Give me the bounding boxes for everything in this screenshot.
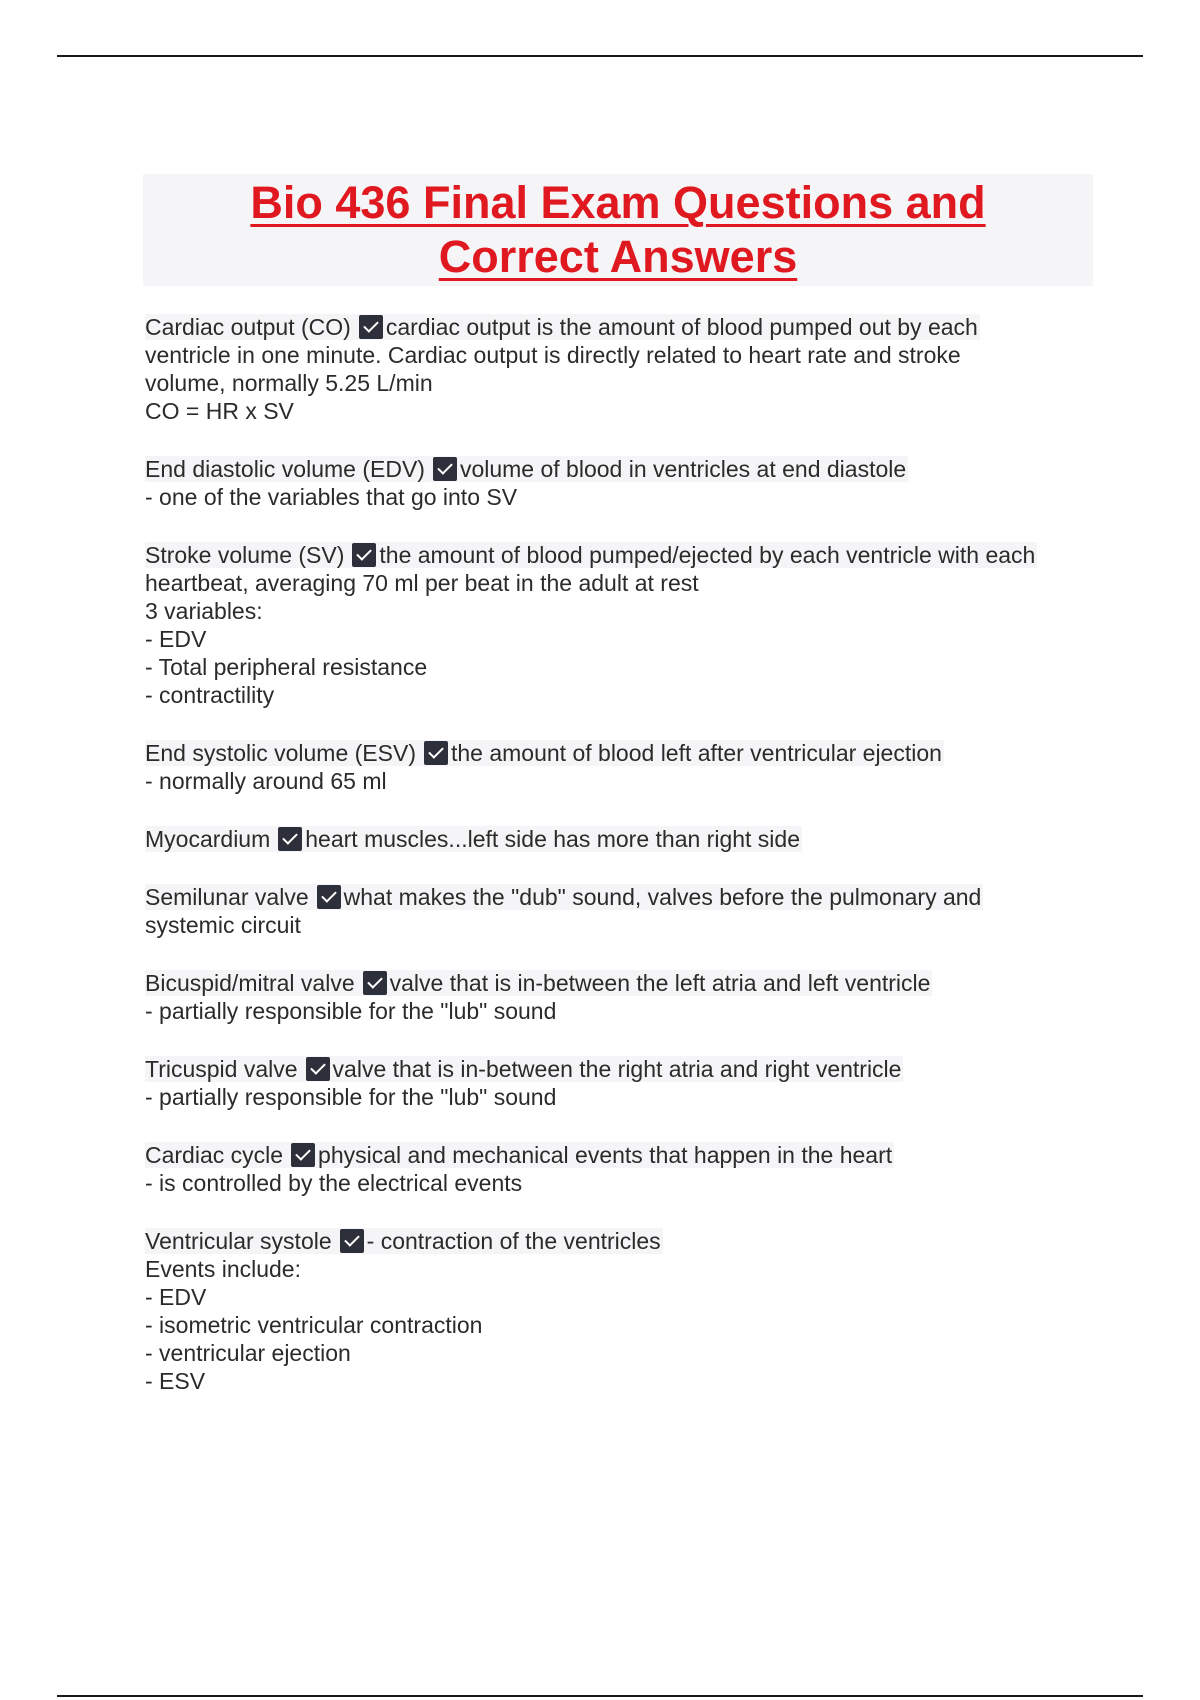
answer-line: heartbeat, averaging 70 ml per beat in the adult at rest xyxy=(145,570,699,596)
question-answer: heart muscles...left side has more than right side xyxy=(305,826,801,852)
answer-line: - Total peripheral resistance xyxy=(145,654,428,680)
question-answer: the amount of blood pumped/ejected by each ventricle with each xyxy=(379,542,1036,568)
answer-line: - EDV xyxy=(145,1284,207,1310)
answer-line: 3 variables: xyxy=(145,598,263,624)
question-item xyxy=(145,541,1105,709)
question-first-line xyxy=(145,313,1105,341)
answer-line: CO = HR x SV xyxy=(145,398,294,424)
checkmark-icon xyxy=(278,827,302,851)
question-answer: physical and mechanical events that happen in the heart xyxy=(318,1142,893,1168)
question-first-line xyxy=(145,969,1105,997)
question-highlight xyxy=(145,456,908,482)
checkmark-icon xyxy=(363,971,387,995)
checkmark-icon xyxy=(291,1143,315,1167)
question-highlight xyxy=(145,1056,903,1082)
answer-line: Events include: xyxy=(145,1256,301,1282)
question-answer: the amount of blood left after ventricular ejection xyxy=(450,740,942,766)
question-term: Tricuspid valve xyxy=(145,1056,298,1082)
question-first-line xyxy=(145,825,1105,853)
question-highlight xyxy=(145,1228,663,1254)
question-item xyxy=(145,1227,1105,1395)
checkmark-icon xyxy=(317,885,341,909)
question-term: End systolic volume (ESV) xyxy=(145,740,416,766)
checkmark-icon xyxy=(424,741,448,765)
title-line-1: Bio 436 Final Exam Questions and xyxy=(250,177,986,228)
question-first-line xyxy=(145,541,1105,569)
question-item xyxy=(145,455,1105,511)
question-first-line xyxy=(145,1141,1105,1169)
checkmark-icon xyxy=(433,457,457,481)
question-item xyxy=(145,969,1105,1025)
question-highlight xyxy=(145,970,932,996)
question-first-line xyxy=(145,883,1105,911)
question-answer: volume of blood in ventricles at end diastole xyxy=(459,456,907,482)
question-item xyxy=(145,1055,1105,1111)
answer-line: volume, normally 5.25 L/min xyxy=(145,370,433,396)
question-item xyxy=(145,739,1105,795)
header-rule xyxy=(57,55,1143,57)
question-item xyxy=(145,883,1105,939)
question-answer: cardiac output is the amount of blood pumped out by each xyxy=(385,314,978,340)
question-term: Cardiac cycle xyxy=(145,1142,284,1168)
question-answer: what makes the "dub" sound, valves before the pulmonary and xyxy=(343,884,982,910)
checkmark-icon xyxy=(352,543,376,567)
answer-line: - EDV xyxy=(145,626,207,652)
page-title xyxy=(143,176,1093,284)
answer-line: - isometric ventricular contraction xyxy=(145,1312,483,1338)
question-first-line xyxy=(145,1055,1105,1083)
question-highlight xyxy=(145,1142,894,1168)
footer-rule xyxy=(57,1695,1143,1697)
answer-line: - ESV xyxy=(145,1368,206,1394)
question-highlight xyxy=(145,314,980,340)
question-item xyxy=(145,825,1105,853)
answer-line: - partially responsible for the "lub" sound xyxy=(145,1084,557,1110)
question-first-line xyxy=(145,739,1105,767)
answer-line: - ventricular ejection xyxy=(145,1340,351,1366)
answer-line: - contractility xyxy=(145,682,275,708)
checkmark-icon xyxy=(359,315,383,339)
question-term: Stroke volume (SV) xyxy=(145,542,345,568)
question-term: Cardiac output (CO) xyxy=(145,314,351,340)
question-highlight xyxy=(145,740,944,766)
question-item xyxy=(145,1141,1105,1197)
question-term: End diastolic volume (EDV) xyxy=(145,456,425,482)
question-highlight xyxy=(145,542,1037,568)
question-first-line xyxy=(145,455,1105,483)
question-answer: - contraction of the ventricles xyxy=(366,1228,661,1254)
answer-line: - partially responsible for the "lub" sound xyxy=(145,998,557,1024)
question-highlight xyxy=(145,884,983,910)
question-list xyxy=(145,313,1105,1425)
answer-line: ventricle in one minute. Cardiac output is directly related to heart rate and stroke xyxy=(145,342,961,368)
question-item xyxy=(145,313,1105,425)
question-term: Myocardium xyxy=(145,826,271,852)
answer-line: systemic circuit xyxy=(145,912,301,938)
checkmark-icon xyxy=(306,1057,330,1081)
question-term: Bicuspid/mitral valve xyxy=(145,970,355,996)
question-answer: valve that is in-between the left atria and left ventricle xyxy=(389,970,931,996)
title-banner xyxy=(143,174,1093,286)
question-term: Ventricular systole xyxy=(145,1228,332,1254)
answer-line: - one of the variables that go into SV xyxy=(145,484,518,510)
checkmark-icon xyxy=(340,1229,364,1253)
answer-line: - is controlled by the electrical events xyxy=(145,1170,523,1196)
title-line-2: Correct Answers xyxy=(438,231,798,282)
question-answer: valve that is in-between the right atria and right ventricle xyxy=(332,1056,902,1082)
question-first-line xyxy=(145,1227,1105,1255)
question-term: Semilunar valve xyxy=(145,884,309,910)
question-highlight xyxy=(145,826,802,852)
answer-line: - normally around 65 ml xyxy=(145,768,387,794)
